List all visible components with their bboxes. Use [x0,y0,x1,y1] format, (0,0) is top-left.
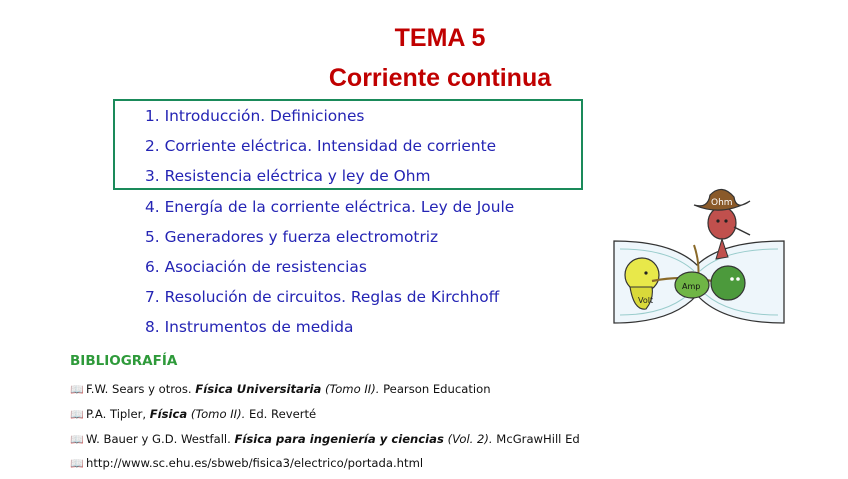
ohm-hat-label: Ohm [711,198,733,208]
ref-volume: (Tomo II). [187,406,246,421]
topic-item: 4. Energía de la corriente eléctrica. Ley de Joule [145,197,515,216]
ref-authors: P.A. Tipler, [86,406,150,421]
topic-item: 1. Introducción. Definiciones [145,107,365,125]
ref-publisher: Ed. Reverté [245,406,317,421]
book-icon: 📖 [70,432,84,446]
ref-publisher: McGrawHill Ed [492,431,580,446]
ref-volume: (Tomo II). [321,382,380,396]
bibliography-heading: BIBLIOGRAFÍA [70,353,178,369]
bibliography-list [70,380,580,479]
topic-item: 2. Corriente eléctrica. Intensidad de corriente [145,137,497,156]
ref-authors: W. Bauer y G.D. Westfall. [86,431,235,446]
bibliography-item [70,454,580,479]
topic-list [145,104,514,346]
ohm-cartoon-illustration [612,183,792,338]
ref-link[interactable]: http://www.sc.ehu.es/sbweb/fisica3/electrico/portada.html [86,456,424,471]
bibliography-item [70,430,580,455]
ref-title: Física para ingeniería y ciencias [234,431,444,446]
slide-title: TEMA 5 [394,24,486,52]
topic-item: 5. Generadores y fuerza electromotriz [145,227,439,246]
amp-label: Amp [682,282,701,291]
ref-volume: (Vol. 2). [443,431,493,446]
topic-item: 7. Resolución de circuitos. Reglas de Kirchhoff [145,288,500,307]
ref-authors: F.W. Sears y otros. [86,382,196,396]
slide-subtitle: Corriente continua [328,64,552,92]
bibliography-item [70,380,580,405]
bibliography-item [70,405,580,430]
book-icon: 📖 [70,383,84,396]
ref-title: Física Universitaria [195,382,322,396]
topic-item: 3. Resistencia eléctrica y ley de Ohm [145,167,431,186]
book-icon: 📖 [70,457,84,471]
topic-item: 8. Instrumentos de medida [145,318,354,337]
book-icon: 📖 [70,407,84,421]
ref-title: Física [149,406,188,421]
ref-publisher: Pearson Education [379,382,491,396]
volt-label: Volt [638,296,654,305]
topic-item: 6. Asociación de resistencias [145,257,367,276]
